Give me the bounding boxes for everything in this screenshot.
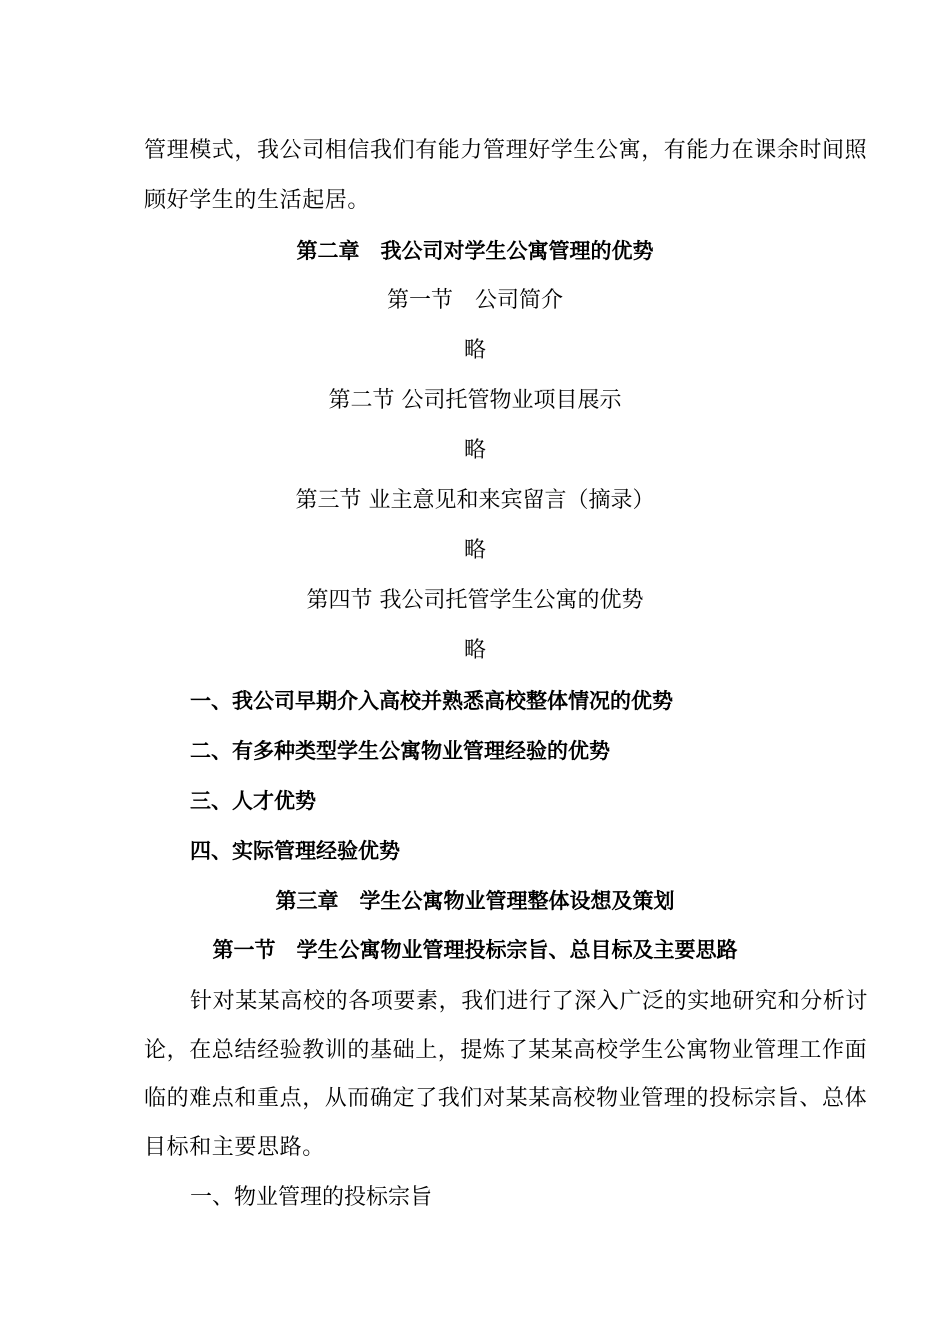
chapter-3-title: 第三章 学生公寓物业管理整体设想及策划: [275, 889, 675, 913]
chapter-3-paragraph-line-2: 论，在总结经验教训的基础上，提炼了某某高校学生公寓物业管理工作面: [144, 1038, 868, 1063]
chapter-3-paragraph-line-1: 针对某某高校的各项要素，我们进行了深入广泛的实地研究和分析讨: [190, 989, 869, 1014]
advantage-heading-4: 四、实际管理经验优势: [190, 839, 400, 863]
section-3-content: 略: [463, 538, 486, 563]
chapter-3-paragraph-line-4: 目标和主要思路。: [144, 1135, 325, 1160]
section-1-content: 略: [463, 338, 486, 363]
section-2-content: 略: [463, 438, 486, 463]
advantage-heading-1: 一、我公司早期介入高校并熟悉高校整体情况的优势: [190, 689, 673, 713]
section-1-title: 第一节 公司简介: [386, 288, 563, 313]
advantage-heading-2: 二、有多种类型学生公寓物业管理经验的优势: [190, 739, 610, 763]
chapter-2-title: 第二章 我公司对学生公寓管理的优势: [296, 239, 654, 263]
intro-paragraph-line-2: 顾好学生的生活起居。: [144, 188, 371, 213]
section-3-title: 第三节 业主意见和来宾留言（摘录）: [295, 488, 655, 513]
section-4-content: 略: [463, 638, 486, 663]
section-4-title: 第四节 我公司托管学生公寓的优势: [306, 588, 644, 613]
chapter-3-section-1-title: 第一节 学生公寓物业管理投标宗旨、总目标及主要思路: [212, 938, 738, 962]
advantage-heading-3: 三、人才优势: [190, 789, 316, 813]
intro-paragraph-line-1: 管理模式，我公司相信我们有能力管理好学生公寓，有能力在课余时间照: [144, 138, 868, 163]
chapter-3-paragraph-line-3: 临的难点和重点，从而确定了我们对某某高校物业管理的投标宗旨、总体: [144, 1086, 868, 1111]
chapter-3-subheading: 一、物业管理的投标宗旨: [190, 1185, 433, 1210]
section-2-title: 第二节 公司托管物业项目展示: [328, 388, 622, 413]
